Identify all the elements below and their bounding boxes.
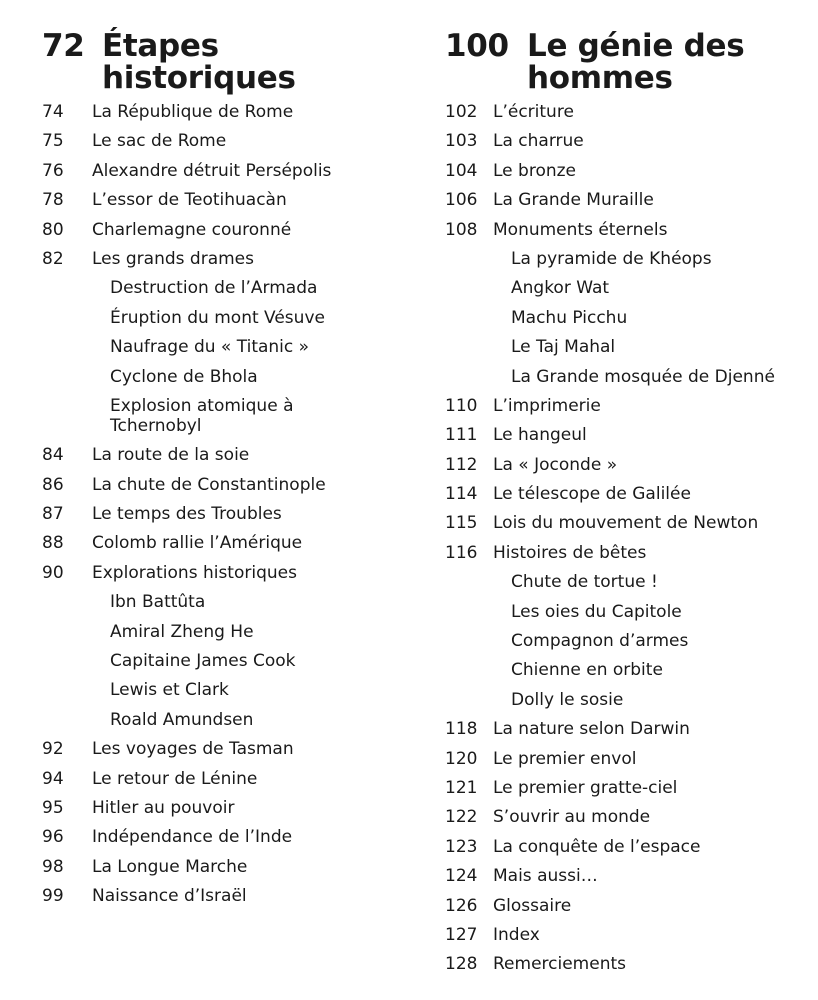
toc-subentry[interactable] xyxy=(42,367,412,387)
entry-title: La République de Rome xyxy=(92,102,294,122)
entry-page-number: 112 xyxy=(445,454,478,475)
entry-title: Le télescope de Galilée xyxy=(493,484,691,505)
toc-entry[interactable] xyxy=(42,445,412,465)
toc-subentry[interactable] xyxy=(445,660,813,680)
entry-page-number xyxy=(42,622,92,642)
entry-title: Chienne en orbite xyxy=(511,660,663,681)
entry-page-number: 78 xyxy=(42,190,64,211)
entry-title: S’ouvrir au monde xyxy=(493,807,651,828)
entry-title: La Longue Marche xyxy=(92,856,248,877)
entry-page-number xyxy=(445,367,493,387)
entry-title: La nature selon Darwin xyxy=(493,719,690,740)
entry-page-number: 127 xyxy=(445,924,478,945)
toc-subentry[interactable] xyxy=(42,651,412,671)
toc-entry[interactable] xyxy=(445,543,813,563)
entry-title: L’essor de Teotihuacàn xyxy=(92,190,287,211)
entry-title: La charrue xyxy=(493,131,584,152)
entry-title: Hitler au pouvoir xyxy=(92,797,235,818)
entry-title: Ibn Battûta xyxy=(110,592,206,613)
entry-page-number: 126 xyxy=(445,895,478,916)
entry-page-number: 108 xyxy=(445,219,478,240)
entry-page-number: 82 xyxy=(42,248,64,269)
entry-page-number xyxy=(445,690,493,710)
entry-title: La Grande mosquée de Djenné xyxy=(511,366,775,387)
entry-page-number: 95 xyxy=(42,797,64,818)
entry-page-number xyxy=(42,592,92,612)
toc-subentry[interactable] xyxy=(445,602,813,622)
entry-title: Le hangeul xyxy=(493,425,587,446)
entry-title: Mais aussi… xyxy=(493,866,598,887)
entry-page-number xyxy=(42,680,92,700)
entry-title: Charlemagne couronné xyxy=(92,219,292,240)
entry-title: Machu Picchu xyxy=(511,307,628,328)
entry-page-number: 74 xyxy=(42,102,64,122)
toc-entry[interactable] xyxy=(445,837,813,857)
entry-title: Capitaine James Cook xyxy=(110,651,296,672)
entry-page-number: 115 xyxy=(445,513,478,534)
entry-title: La chute de Constantinople xyxy=(92,474,326,495)
entry-page-number xyxy=(42,278,92,298)
entry-title: Le temps des Troubles xyxy=(92,504,282,525)
entry-title: Glossaire xyxy=(493,895,572,916)
entry-title: Destruction de l’Armada xyxy=(110,278,318,299)
entry-page-number: 114 xyxy=(445,484,478,505)
entry-title: Le retour de Lénine xyxy=(92,768,258,789)
toc-subentry[interactable] xyxy=(445,308,813,328)
entry-page-number: 104 xyxy=(445,160,478,181)
entry-title: Le premier gratte-ciel xyxy=(493,777,678,798)
toc-subentry[interactable] xyxy=(445,249,813,269)
entry-title: Éruption du mont Vésuve xyxy=(110,307,325,328)
entry-page-number: 76 xyxy=(42,160,64,181)
toc-subentry[interactable] xyxy=(445,367,813,387)
entry-title: Roald Amundsen xyxy=(110,709,254,730)
entry-page-number: 96 xyxy=(42,827,64,848)
toc-entry[interactable] xyxy=(445,925,813,945)
toc-entry[interactable] xyxy=(42,190,412,210)
entry-page-number: 90 xyxy=(42,562,64,583)
toc-entry[interactable] xyxy=(42,161,412,181)
entry-page-number: 103 xyxy=(445,131,478,152)
entry-page-number: 94 xyxy=(42,768,64,789)
entry-page-number: 123 xyxy=(445,836,478,857)
toc-entry[interactable] xyxy=(445,131,813,151)
toc-subentry[interactable] xyxy=(42,337,412,357)
toc-subentry[interactable] xyxy=(445,690,813,710)
entry-title: L’imprimerie xyxy=(493,395,601,416)
toc-entry[interactable] xyxy=(445,396,813,416)
entry-page-number: 102 xyxy=(445,102,478,122)
toc-entry[interactable] xyxy=(445,455,813,475)
entry-title: Colomb rallie l’Amérique xyxy=(92,533,303,554)
toc-subentry[interactable] xyxy=(42,308,412,328)
toc-entry[interactable] xyxy=(42,769,412,789)
entry-title: Dolly le sosie xyxy=(511,689,624,710)
toc-entry[interactable] xyxy=(42,220,412,240)
entry-page-number: 98 xyxy=(42,856,64,877)
entry-page-number xyxy=(42,308,92,328)
toc-entry[interactable] xyxy=(445,719,813,739)
entry-title: La « Joconde » xyxy=(493,454,618,475)
toc-entry[interactable] xyxy=(42,102,412,122)
toc-entry[interactable] xyxy=(445,425,813,445)
toc-entry[interactable] xyxy=(445,102,813,122)
toc-subentry[interactable] xyxy=(42,396,412,436)
toc-entry[interactable] xyxy=(42,798,412,818)
entry-title: Explosion atomique à Tchernobyl xyxy=(110,395,294,436)
entry-page-number xyxy=(445,631,493,651)
section-title: Le génie des hommes xyxy=(527,28,745,96)
entry-title: Le bronze xyxy=(493,160,576,181)
toc-entry[interactable] xyxy=(445,513,813,533)
entry-title: L’écriture xyxy=(493,102,574,122)
entry-page-number xyxy=(445,278,493,298)
entry-page-number xyxy=(445,660,493,680)
entry-title: Les oies du Capitole xyxy=(511,601,682,622)
entry-title: Le sac de Rome xyxy=(92,131,227,152)
entry-title: La conquête de l’espace xyxy=(493,836,701,857)
toc-entry[interactable] xyxy=(42,886,412,906)
entry-page-number: 84 xyxy=(42,445,64,466)
entry-title: Histoires de bêtes xyxy=(493,542,647,563)
toc-subentry[interactable] xyxy=(42,592,412,612)
entry-page-number: 80 xyxy=(42,219,64,240)
entry-page-number: 121 xyxy=(445,777,478,798)
entry-title: Chute de tortue ! xyxy=(511,572,658,593)
toc-entry[interactable] xyxy=(42,533,412,553)
entry-title: Lois du mouvement de Newton xyxy=(493,513,759,534)
toc-subentry[interactable] xyxy=(42,680,412,700)
entry-page-number: 116 xyxy=(445,542,478,563)
entry-page-number xyxy=(445,602,493,622)
entry-title: Explorations historiques xyxy=(92,562,297,583)
entry-page-number xyxy=(445,308,493,328)
entry-page-number: 92 xyxy=(42,739,64,760)
toc-entry[interactable] xyxy=(42,131,412,151)
toc-list xyxy=(42,102,412,906)
entry-page-number: 87 xyxy=(42,504,64,525)
toc-entry[interactable] xyxy=(42,739,412,759)
entry-page-number xyxy=(445,337,493,357)
entry-page-number: 75 xyxy=(42,131,64,152)
toc-entry[interactable] xyxy=(42,504,412,524)
entry-title: Naufrage du « Titanic » xyxy=(110,337,310,358)
toc-entry[interactable] xyxy=(42,563,412,583)
entry-page-number: 120 xyxy=(445,748,478,769)
toc-subentry[interactable] xyxy=(445,631,813,651)
entry-page-number xyxy=(42,367,92,387)
entry-title: Angkor Wat xyxy=(511,278,610,299)
entry-title: Les grands drames xyxy=(92,248,254,269)
entry-page-number: 111 xyxy=(445,425,478,446)
entry-page-number: 99 xyxy=(42,886,64,907)
entry-title: Index xyxy=(493,924,540,945)
entry-title: Monuments éternels xyxy=(493,219,668,240)
entry-title: Les voyages de Tasman xyxy=(92,739,294,760)
entry-page-number xyxy=(42,396,92,436)
toc-entry[interactable] xyxy=(445,954,813,974)
entry-title: Amiral Zheng He xyxy=(110,621,254,642)
section-page-number: 100 xyxy=(445,28,509,64)
toc-entry[interactable] xyxy=(445,866,813,886)
entry-page-number: 110 xyxy=(445,395,478,416)
toc-entry[interactable] xyxy=(445,190,813,210)
entry-page-number xyxy=(445,572,493,592)
toc-column-right xyxy=(445,30,813,984)
toc-list xyxy=(445,102,813,974)
toc-subentry[interactable] xyxy=(42,622,412,642)
toc-entry[interactable] xyxy=(445,807,813,827)
toc-entry[interactable] xyxy=(445,896,813,916)
toc-entry[interactable] xyxy=(445,778,813,798)
toc-entry[interactable] xyxy=(42,249,412,269)
section-title: Étapes historiques xyxy=(102,28,296,96)
entry-title: Remerciements xyxy=(493,954,626,975)
toc-subentry[interactable] xyxy=(445,278,813,298)
section-page-number: 72 xyxy=(42,28,85,64)
toc-entry[interactable] xyxy=(42,857,412,877)
entry-page-number xyxy=(42,337,92,357)
entry-title: La Grande Muraille xyxy=(493,190,654,211)
toc-entry[interactable] xyxy=(445,484,813,504)
toc-entry[interactable] xyxy=(42,475,412,495)
section-heading[interactable] xyxy=(42,30,412,94)
toc-subentry[interactable] xyxy=(42,278,412,298)
toc-subentry[interactable] xyxy=(445,572,813,592)
entry-title: La route de la soie xyxy=(92,445,250,466)
entry-title: Le Taj Mahal xyxy=(511,337,616,358)
entry-page-number: 86 xyxy=(42,474,64,495)
entry-title: Compagnon d’armes xyxy=(511,631,689,652)
toc-entry[interactable] xyxy=(445,161,813,181)
toc-subentry[interactable] xyxy=(445,337,813,357)
entry-page-number xyxy=(445,249,493,269)
entry-title: Naissance d’Israël xyxy=(92,886,247,907)
entry-title: Indépendance de l’Inde xyxy=(92,827,293,848)
entry-page-number: 122 xyxy=(445,807,478,828)
entry-page-number xyxy=(42,651,92,671)
entry-page-number: 124 xyxy=(445,866,478,887)
entry-title: Lewis et Clark xyxy=(110,680,229,701)
entry-title: La pyramide de Khéops xyxy=(511,248,712,269)
entry-page-number: 106 xyxy=(445,190,478,211)
toc-subentry[interactable] xyxy=(42,710,412,730)
toc-column-left xyxy=(42,30,412,916)
entry-page-number xyxy=(42,710,92,730)
entry-title: Le premier envol xyxy=(493,748,637,769)
entry-page-number: 128 xyxy=(445,954,478,975)
toc-entry[interactable] xyxy=(445,749,813,769)
entry-page-number: 88 xyxy=(42,533,64,554)
entry-title: Cyclone de Bhola xyxy=(110,366,258,387)
toc-entry[interactable] xyxy=(445,220,813,240)
entry-title: Alexandre détruit Persépolis xyxy=(92,160,332,181)
toc-entry[interactable] xyxy=(42,827,412,847)
section-heading[interactable] xyxy=(445,30,813,94)
entry-page-number: 118 xyxy=(445,719,478,740)
